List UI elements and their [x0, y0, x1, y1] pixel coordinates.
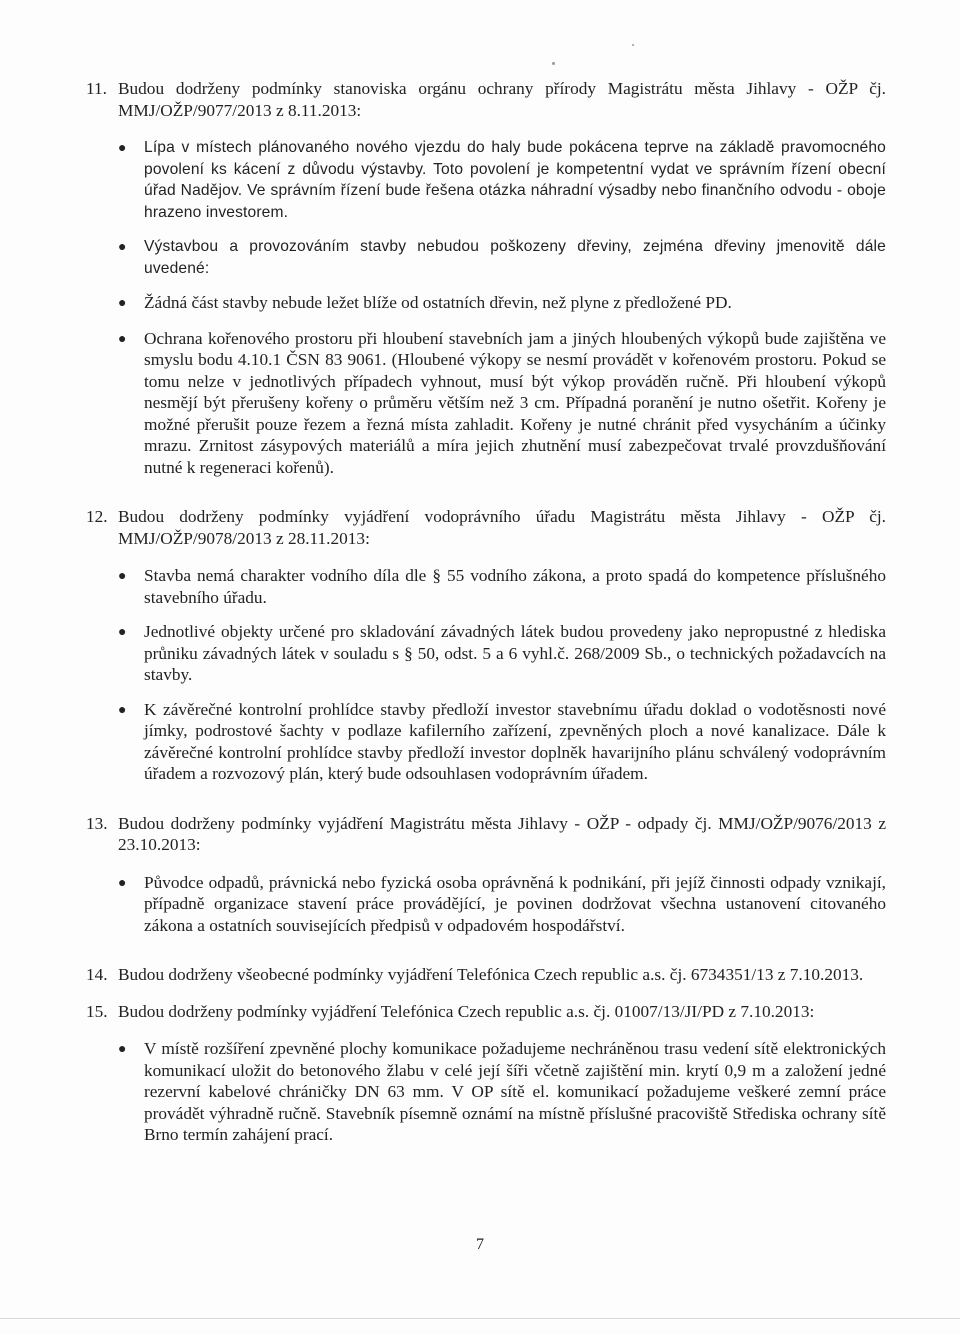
- bullet-text: Lípa v místech plánovaného nového vjezdu do haly bude pokácena teprve na základě pravomocného povolení ks kácení z důvodu výstavby. Toto povolení je kompetentní vydat ve správním řízení obecní úřad Nadějov. Ve správním řízení bude řešena otázka náhradní výsadby nebo finančního odvodu - oboje hrazeno investorem.: [144, 139, 886, 221]
- item-heading: Budou dodrženy všeobecné podmínky vyjádření Telefónica Czech republic a.s. čj. 6734351/13 z 7.10.2013.: [118, 965, 864, 984]
- scan-edge-line: [0, 1318, 960, 1319]
- item-number: 13.: [86, 813, 108, 833]
- bullet-icon: ●: [118, 1042, 127, 1057]
- bullet-text: Ochrana kořenového prostoru při hloubení stavebních jam a jiných hloubených výkopů bude zajištěna ve smyslu bodu 4.10.1 ČSN 83 9061. (Hloubené výkopy se nesmí provádět v kořenovém prostoru. Pokud se tomu nelze v jednotlivých případech vyhnout, musí být výkop prováděn ručně. Při hloubení výkopů nesmějí být přerušeny kořeny o průměru větším než 3 cm. Případná poranění je nutno ošetřit. Kořeny je možné přerušit pouze řezem a řezná místa zahladit. Kořeny je nutné chránit před vysycháním a účinky mrazu. Zrnitost zásypových materiálů a míra jejich zhutnění musí zabezpečovat trvalé provzdušňování nutné k regeneraci kořenů).: [144, 328, 886, 477]
- item-number: 12.: [86, 507, 108, 526]
- list-item: [118, 621, 886, 686]
- item-number: 14.: [86, 965, 108, 984]
- item-number: 11.: [86, 79, 107, 98]
- bullet-icon: ●: [118, 875, 127, 891]
- list-item: [118, 292, 886, 315]
- list-item: [118, 1038, 886, 1146]
- item-heading: Budou dodrženy podmínky stanoviska orgánu ochrany přírody Magistrátu města Jihlavy - OŽP čj. MMJ/OŽP/9077/2013 z 8.11.2013:: [118, 79, 886, 120]
- list-item: [118, 236, 886, 279]
- document-body: [86, 78, 886, 1174]
- condition-item-12: [86, 506, 886, 798]
- bullet-list: [118, 1038, 886, 1146]
- item-heading: Budou dodrženy podmínky vyjádření Magistrátu města Jihlavy - OŽP - odpady čj. MMJ/OŽP/9076/2013 z 23.10.2013:: [118, 813, 886, 854]
- bullet-text: Výstavbou a provozováním stavby nebudou poškozeny dřeviny, zejména dřeviny jmenovitě dále uvedené:: [144, 238, 886, 277]
- scan-speck: [552, 62, 555, 65]
- list-item: [118, 137, 886, 223]
- bullet-icon: ●: [118, 569, 127, 584]
- list-item: [118, 565, 886, 608]
- bullet-icon: ●: [118, 296, 127, 311]
- condition-item-14: [86, 964, 886, 986]
- bullet-icon: ●: [118, 240, 127, 255]
- item-number: 15.: [86, 1001, 108, 1021]
- bullet-icon: ●: [118, 625, 127, 640]
- list-item: [118, 872, 886, 937]
- bullet-text: V místě rozšíření zpevněné plochy komunikace požadujeme nechráněnou trasu vedení sítě elektronických komunikací uložit do betonového žlabu v celé její šíři včetně zajištění min. krytí 0,9 m a založení jedné rezervní kabelové chráničky DN 63 mm. V OP sítě el. komunikací požadujeme veškeré zemní práce provádět výhradně ručně. Stavebník písemně oznámí na místně příslušné pracoviště Střediska ochrany sítě Brno termín zahájení prací.: [144, 1039, 886, 1144]
- bullet-icon: ●: [118, 331, 127, 347]
- bullet-icon: ●: [118, 141, 127, 156]
- list-item: [118, 328, 886, 479]
- bullet-list: [118, 872, 886, 937]
- bullet-list: [118, 137, 886, 478]
- bullet-text: Původce odpadů, právnická nebo fyzická osoba oprávněná k podnikání, při jejíž činnosti odpady vznikají, případně organizace stavení práce provádějící, je povinen dodržovat všechna ustanovení citovaného zákona a ostatních souvisejících předpisů v odpadovém hospodářství.: [144, 872, 886, 935]
- scan-speck: [632, 44, 634, 46]
- bullet-list: [118, 565, 886, 785]
- item-heading: Budou dodrženy podmínky vyjádření vodoprávního úřadu Magistrátu města Jihlavy - OŽP čj. MMJ/OŽP/9078/2013 z 28.11.2013:: [118, 507, 886, 548]
- condition-item-11: [86, 78, 886, 491]
- bullet-text: Jednotlivé objekty určené pro skladování závadných látek budou provedeny jako nepropustné z hlediska průniku závadných látek v souladu s § 50, odst. 5 a 6 vyhl.č. 268/2009 Sb., o technických požadavcích na stavby.: [144, 622, 886, 684]
- item-heading: Budou dodrženy podmínky vyjádření Telefónica Czech republic a.s. čj. 01007/13/JI/PD z 7.10.2013:: [118, 1001, 815, 1021]
- bullet-icon: ●: [118, 702, 127, 718]
- bullet-text: Stavba nemá charakter vodního díla dle § 55 vodního zákona, a proto spadá do kompetence příslušného stavebního úřadu.: [144, 566, 886, 607]
- condition-item-13: [86, 813, 886, 950]
- bullet-text: Žádná část stavby nebude ležet blíže od ostatních dřevin, než plyne z předložené PD.: [144, 293, 732, 312]
- page-number: 7: [476, 1236, 484, 1253]
- bullet-text: K závěrečné kontrolní prohlídce stavby předloží investor stavebnímu úřadu doklad o vodotěsnosti nové jímky, podrostové šachty v podlaze kafilerního zařízení, zpevněných ploch a nové kanalizace. Dále k závěrečné kontrolní prohlídce stavby předloží investor doplněk havarijního plánu schválený vodoprávním úřadem a rozvozový plán, který bude odsouhlasen vodoprávním úřadem.: [144, 699, 886, 783]
- list-item: [118, 699, 886, 785]
- condition-item-15: [86, 1001, 886, 1159]
